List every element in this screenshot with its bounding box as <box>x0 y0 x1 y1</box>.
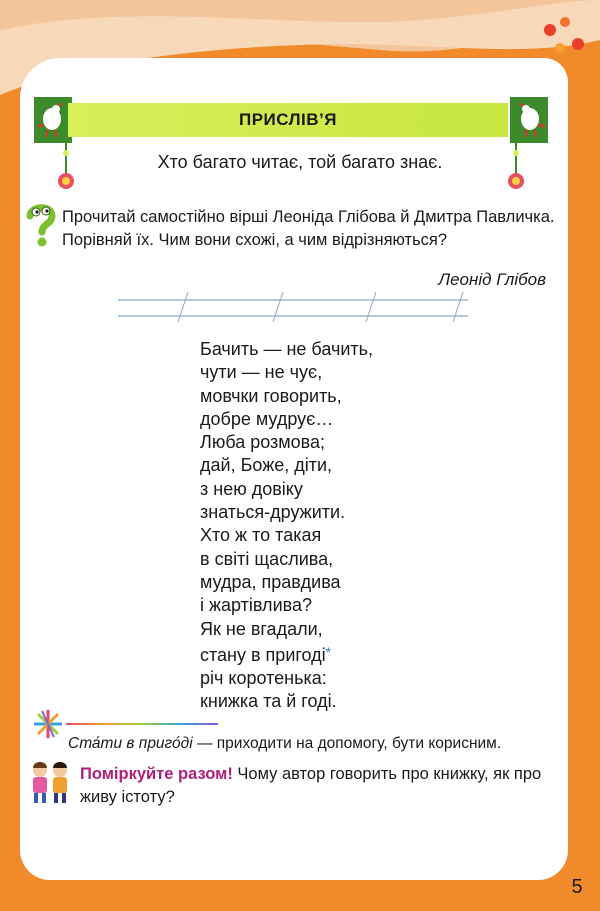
rooster-ornament-right-icon <box>506 97 556 197</box>
poem-line <box>200 641 373 667</box>
poem-line: Як не вгадали, <box>200 618 323 639</box>
glossary-burst-icon <box>32 708 64 740</box>
poem-line: з нею довіку <box>200 478 303 499</box>
poem-line-text: стану в пригоді <box>200 644 326 665</box>
page-number: 5 <box>571 876 583 898</box>
poem-line: в світі щаслива, <box>200 548 334 569</box>
poem-line: річ коротенька: <box>200 668 327 689</box>
proverb-banner <box>68 103 508 137</box>
discussion-prompt <box>80 763 560 809</box>
poem-line: чути — не чує, <box>200 362 323 383</box>
footnote-asterisk: * <box>325 643 332 660</box>
poem-line: мовчки говорить, <box>200 385 342 406</box>
proverb-text: Хто багато читає, той багато знає. <box>157 152 443 172</box>
task-instruction: Прочитай самостійно вірші Леоніда Глібова й Дмитра Павличка. Порівняй їх. Чим вони схожі, а чим відрізняються? <box>62 208 555 249</box>
banner-title: ПРИСЛІВ’Я <box>239 110 337 129</box>
poem-line: Хто ж то такая <box>200 525 322 546</box>
poem-line: знаться-дружити. <box>200 502 346 523</box>
glossary-definition: — приходити на допомогу, бути корисним. <box>192 735 502 752</box>
discussion-lead: Поміркуйте разом! <box>80 765 233 783</box>
poem-stanza <box>200 338 373 714</box>
kids-group-icon <box>26 758 76 806</box>
decorative-ruled-lines <box>118 292 468 322</box>
poem-line: Люба розмова; <box>200 432 326 453</box>
poem-line: Бачить — не бачить, <box>200 339 374 359</box>
poem-line: і жартівлива? <box>200 595 312 616</box>
poem-line: мудра, правдива <box>200 571 341 592</box>
poem-line: дай, Боже, діти, <box>200 455 333 476</box>
question-character-icon <box>22 202 62 248</box>
poem-author: Леонід Глібов <box>438 270 546 289</box>
poem-line: книжка та й годі. <box>200 691 337 712</box>
poem-line: добре мудрує… <box>200 408 334 429</box>
glossary-term: Ста́ти в приго́ді <box>68 735 193 752</box>
glossary-entry <box>68 735 501 753</box>
glossary-divider <box>66 723 218 725</box>
discussion-question: Чому автор говорить про книжку, як про живу істоту? <box>80 765 542 806</box>
